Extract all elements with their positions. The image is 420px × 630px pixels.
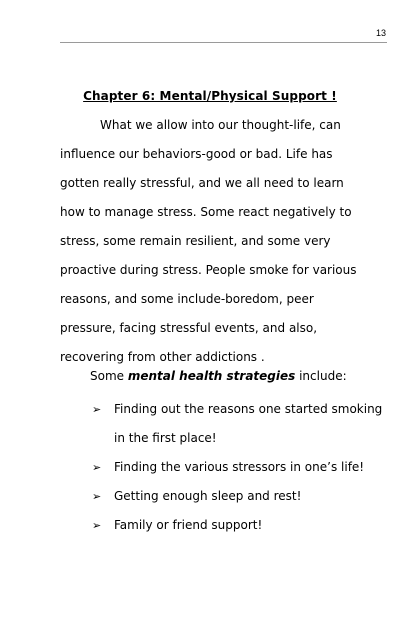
arrow-bullet-icon: ➢ — [92, 490, 102, 503]
strategy-item-text: in the first place! — [114, 431, 217, 445]
paragraph-line: influence our behaviors-good or bad. Life has — [60, 147, 333, 161]
body-paragraph — [60, 111, 400, 372]
header-rule — [60, 42, 387, 43]
strategy-item — [92, 482, 402, 511]
paragraph-line: proactive during stress. People smoke for various — [60, 263, 357, 277]
strategy-item-continuation — [92, 424, 402, 453]
paragraph-line: how to manage stress. Some react negatively to — [60, 205, 352, 219]
strategy-item — [92, 453, 402, 482]
strategy-item-text: Family or friend support! — [114, 518, 263, 532]
paragraph-line: recovering from other addictions . — [60, 350, 265, 364]
paragraph-line: stress, some remain resilient, and some very — [60, 234, 331, 248]
page-number: 13 — [375, 28, 386, 38]
strategies-intro — [90, 366, 347, 386]
paragraph-line: What we allow into our thought-life, can — [100, 118, 341, 132]
arrow-bullet-icon: ➢ — [92, 461, 102, 474]
strategies-intro-after: include: — [295, 369, 347, 383]
strategy-item-text: Finding out the reasons one started smoking — [114, 402, 383, 416]
strategy-item — [92, 395, 402, 424]
arrow-bullet-icon: ➢ — [92, 519, 102, 532]
arrow-bullet-icon: ➢ — [92, 403, 102, 416]
paragraph-line: gotten really stressful, and we all need to learn — [60, 176, 344, 190]
paragraph-line: reasons, and some include-boredom, peer — [60, 292, 314, 306]
strategy-list — [92, 395, 402, 540]
paragraph-line: pressure, facing stressful events, and also, — [60, 321, 318, 335]
strategies-intro-before: Some — [90, 369, 128, 383]
strategy-item-text: Getting enough sleep and rest! — [114, 489, 302, 503]
strategy-item — [92, 511, 402, 540]
strategies-emphasis: mental health strategies — [127, 369, 296, 383]
chapter-title: Chapter 6: Mental/Physical Support ! — [83, 89, 337, 103]
strategy-item-text: Finding the various stressors in one’s life! — [114, 460, 365, 474]
